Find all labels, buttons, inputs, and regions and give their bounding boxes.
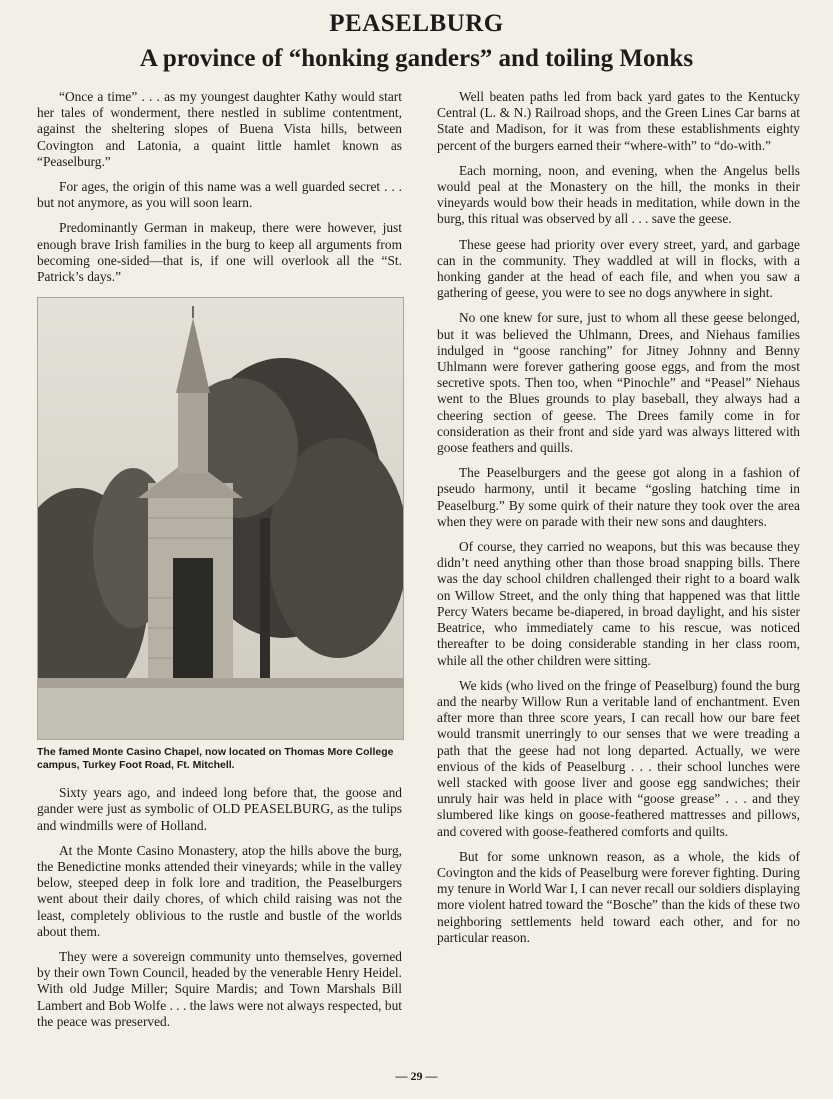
paragraph: They were a sovereign community unto themselves, governed by their own Town Council, headed by the venerable Henry Heidel. With old Judge Miller; Squire Mardis; and Town Marshals Bill Lambert and Bob Wolfe . . . the laws were not always respected, but the peace was preserved. — [37, 949, 402, 1029]
chapel-photo-illustration — [38, 298, 403, 739]
paragraph: But for some unknown reason, as a whole, the kids of Covington and the kids of Peaselburg were forever fighting. During my tenure in World War I, I can never recall our soldiers displaying more violent hatred toward the “Bosche” than the kids of these two neighboring settlements held toward each other, and for no particular reason. — [437, 848, 800, 945]
paragraph: At the Monte Casino Monastery, atop the hills above the burg, the Benedictine monks attended their vineyards; while in the valley below, steeped deep in folk lore and tradition, the Peaselburgers went about their daily chores, of which child raising was not the least, completely oblivious to the rustle and bustle of the worlds about them. — [37, 842, 402, 939]
paragraph: The Peaselburgers and the geese got along in a fashion of pseudo harmony, until it became “gosling hatching time in Peaselburg.” By some quirk of their nature they took over the area when they were on parade with their new sons and daughters. — [437, 465, 800, 529]
left-column — [37, 89, 402, 1039]
page-subtitle: A province of “honking ganders” and toiling Monks — [139, 45, 694, 72]
paragraph: Sixty years ago, and indeed long before that, the goose and gander were just as symbolic of OLD PEASELBURG, as the tulips and windmills were of Holland. — [37, 785, 402, 833]
paragraph: Of course, they carried no weapons, but this was because they didn’t need anything other than those broad snapping bills. There was the day school children challenged their right to a board walk on Willow Street, and the only thing that happened was that little Percy Waters became be-diapered, in broad daylight, and his sister Beatrice, who immediately came to his rescue, was noticed thereafter to be doing considerable standing in her class room, while all the other children were sitting. — [437, 539, 800, 668]
page-title: PEASELBURG — [329, 10, 504, 37]
page-number: — 29 — — [395, 1069, 438, 1083]
right-column — [437, 89, 800, 955]
paragraph: We kids (who lived on the fringe of Peaselburg) found the burg and the nearby Willow Run a veritable land of enchantment. Even after more than three score years, I can recall how our bare feet would transmit unerringly to our senses that we were treading a path that the geese had not long departed. Actually, we were envious of the kids of Peaselburg . . . their school lunches were well stacked with goose liver and goose egg sandwiches; their unruly hair was held in place with “goose grease” . . . and they slumbered like kings on goose-feathered mattresses and pillows, and covered with goose-feathered comforts and quilts. — [437, 677, 800, 839]
paragraph: These geese had priority over every street, yard, and garbage can in the community. They waddled at will in flocks, with a honking gander at the head of each file, and when you saw a gathering of geese, you were to see no dogs anywhere in sight. — [437, 236, 800, 301]
photo-caption: The famed Monte Casino Chapel, now located on Thomas More College campus, Turkey Foot Road, Ft. Mitchell. — [37, 746, 394, 771]
paragraph: Each morning, noon, and evening, when the Angelus bells would peal at the Monastery on the hill, the monks in their vineyards would bow their heads in meditation, while down in the burg, this ritual was observed by all . . . save the geese. — [437, 162, 800, 227]
chapel-photo — [37, 297, 404, 740]
paragraph: Predominantly German in makeup, there were however, just enough brave Irish families in the burg to keep all arguments from becoming one-sided—that is, if one will overlook all the “St. Patrick’s days.” — [37, 220, 402, 285]
paragraph: Well beaten paths led from back yard gates to the Kentucky Central (L. & N.) Railroad shops, and the Green Lines Car barns at State and Madison, for it was from these establishments eighty percent of the burgers earned their “where-with” to “do-with.” — [437, 89, 800, 153]
paragraph: No one knew for sure, just to whom all these geese belonged, but it was believed the Uhlmann, Drees, and Niehaus families indulged in “goose ranching” for Jitney Johnny and Benny Uhlmann were forever gathering goose eggs, and from the most secretive spots. Then too, when “Pinochle” and “Peasel” Niehaus went to the Blues grounds to play baseball, they always had a cheering section of geese. The Drees family come in for consideration as their front and side yard was always littered with goose feathers and quills. — [437, 310, 800, 456]
paragraph: For ages, the origin of this name was a well guarded secret . . . but not anymore, as you will soon learn. — [37, 179, 402, 211]
paragraph: “Once a time” . . . as my youngest daughter Kathy would start her tales of wonderment, there nestled in sublime contentment, against the sheltering slopes of Buena Vista hills, between Covington and Latonia, a quaint little hamlet known as “Peaselburg.” — [37, 89, 402, 169]
